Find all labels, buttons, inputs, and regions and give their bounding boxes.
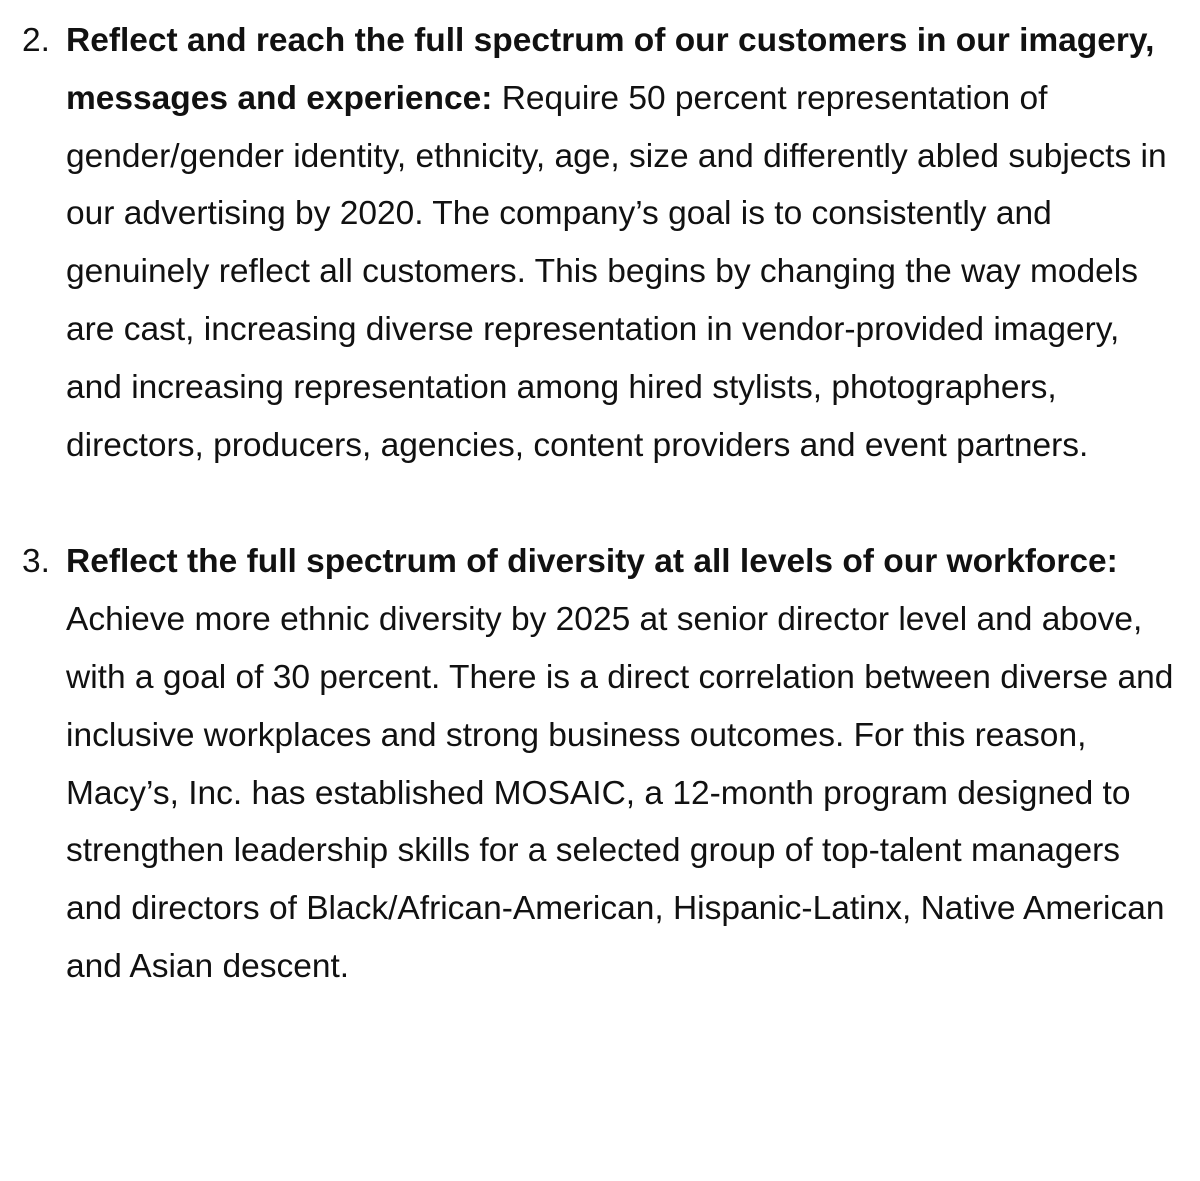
list-item-2: [0, 12, 1200, 474]
item-body: Require 50 percent representation of gender/gender identity, ethnicity, age, size and differently abled subjects in our advertising by 2020. The company’s goal is to consistently and genuinely reflect all customers. This begins by changing the way models are cast, increasing diverse representation in vendor-provided imagery, and increasing representation among hired stylists, photographers, directors, producers, agencies, content providers and event partners.: [66, 79, 1167, 464]
item-heading: Reflect and reach the full spectrum of our customers in our imagery, messages and experience:: [66, 22, 1155, 117]
list-number: 3.: [22, 543, 50, 581]
list-number: 2.: [22, 22, 50, 59]
item-heading: Reflect the full spectrum of diversity at all levels of our workforce:: [66, 543, 1118, 581]
goals-list: [0, 12, 1200, 996]
item-body: Achieve more ethnic diversity by 2025 at senior director level and above, with a goal of 30 percent. There is a direct correlation between diverse and inclusive workplaces and strong business outcomes. For this reason, Macy’s, Inc. has established MOSAIC, a 12-month program designed to strengthen leadership skills for a selected group of top-talent managers and directors of Black/African-American, Hispanic-Latinx, Native American and Asian descent.: [66, 601, 1174, 985]
list-item-3: [0, 533, 1200, 995]
